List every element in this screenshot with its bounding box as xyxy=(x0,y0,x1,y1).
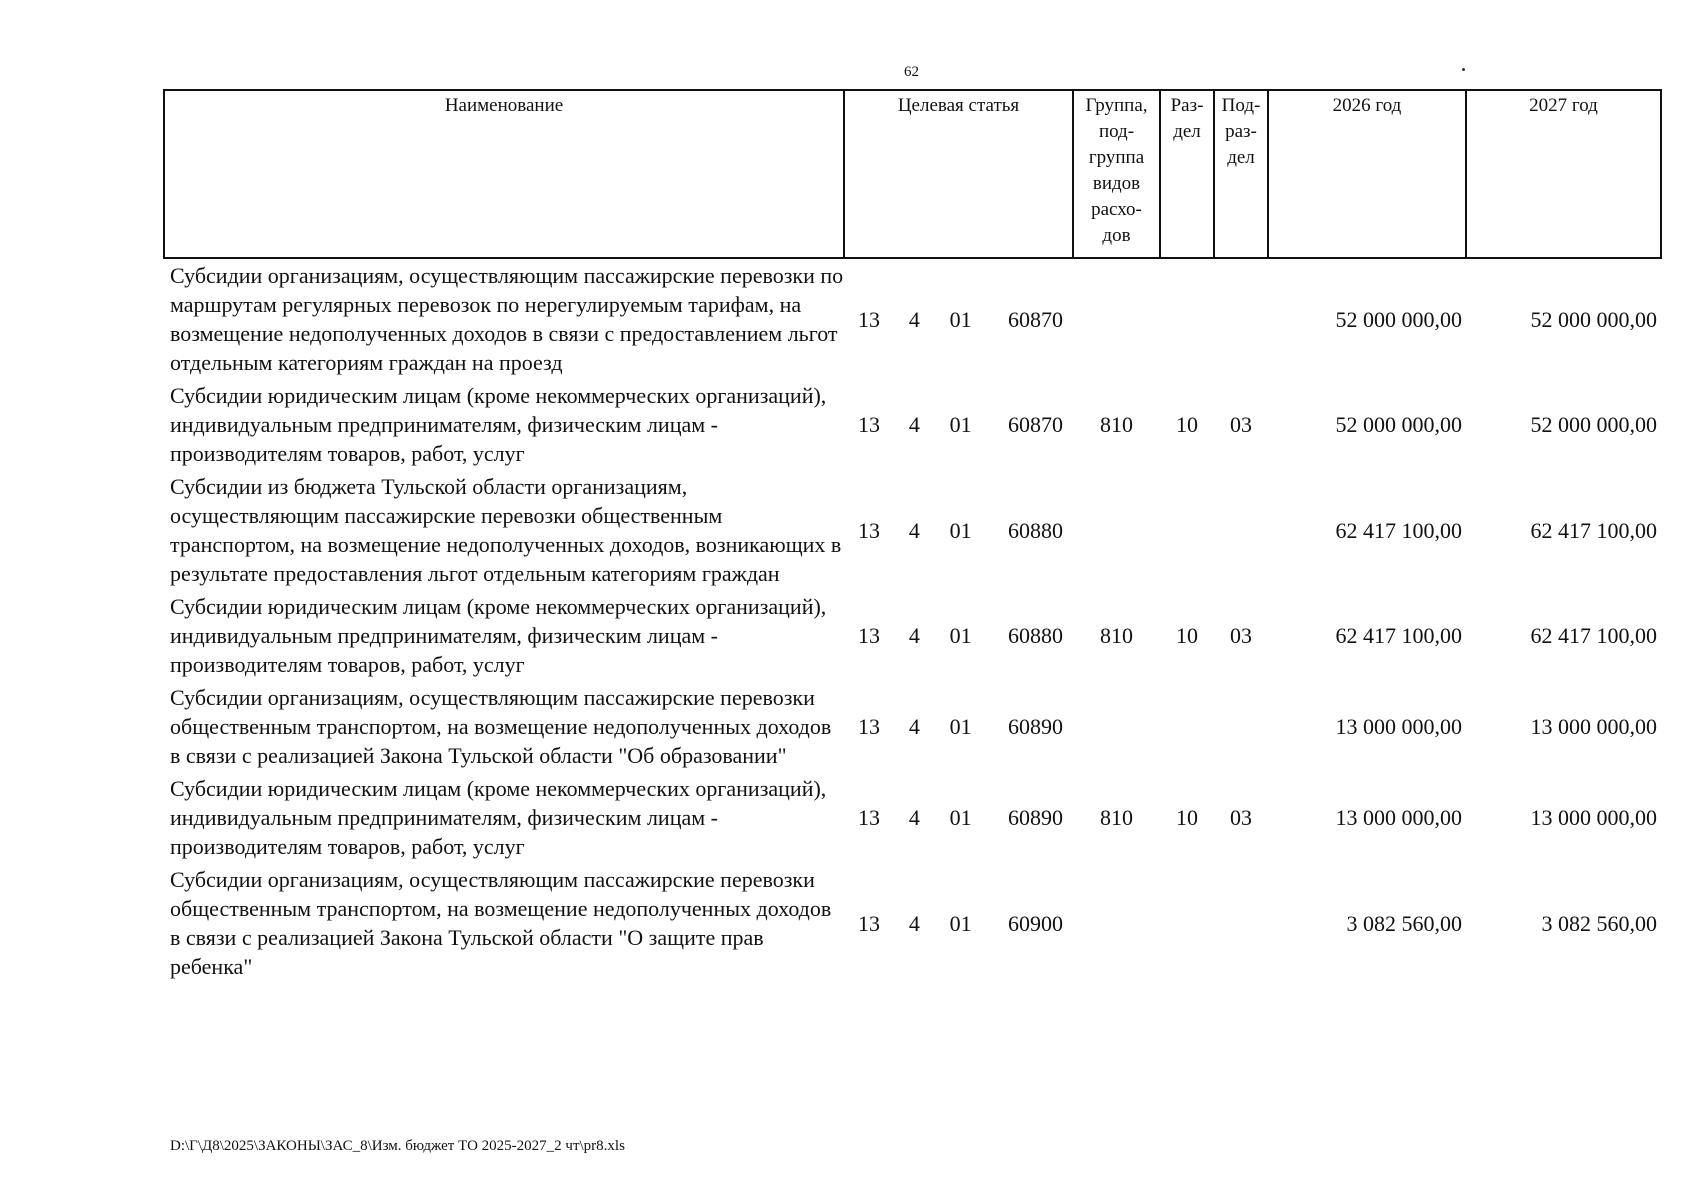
row-group: 810 xyxy=(1100,805,1133,830)
row-name: Субсидии организациям, осуществляющим пассажирские перевозки общественным транспортом, на возмещение недополученных доходов в связи с реализацией Закона Тульской области "Об образовании" xyxy=(170,685,832,768)
row-name: Субсидии юридическим лицам (кроме некоммерческих организаций), индивидуальным предпринимателям, физическим лицам - производителям товаров, работ, услуг xyxy=(170,383,827,466)
table-row xyxy=(164,379,1661,470)
header-subsection: Под- раз- дел xyxy=(1214,90,1268,258)
row-amount-2027: 13 000 000,00 xyxy=(1530,805,1657,830)
row-group xyxy=(1073,681,1160,772)
code-part-4: 60870 xyxy=(1007,306,1063,332)
code-part-3: 01 xyxy=(949,910,972,936)
code-part-2: 4 xyxy=(908,714,920,739)
row-amount-2026: 3 082 560,00 xyxy=(1346,910,1462,936)
header-year-2027: 2027 год xyxy=(1466,90,1661,258)
row-subsection: 03 xyxy=(1230,623,1252,648)
row-target-code xyxy=(844,772,1073,863)
row-subsection xyxy=(1214,681,1268,772)
row-group xyxy=(1073,863,1160,983)
row-section: 10 xyxy=(1176,412,1198,437)
row-subsection: 03 xyxy=(1230,412,1252,437)
table-row xyxy=(164,258,1661,379)
row-name: Субсидии юридическим лицам (кроме некоммерческих организаций), индивидуальным предпринимателям, физическим лицам - производителям товаров, работ, услуг xyxy=(170,594,827,677)
code-part-1: 13 xyxy=(858,805,880,830)
code-part-1: 13 xyxy=(858,714,880,739)
row-section xyxy=(1160,470,1214,590)
row-name: Субсидии из бюджета Тульской области организациям, осуществляющим пассажирские перевозки общественным транспортом, на возмещение недополученных доходов, возникающих в результате предоставления льгот отдельным категориям граждан xyxy=(170,474,842,586)
footer-file-path: D:\Г\Д8\2025\ЗАКОНЫ\ЗАС_8\Изм. бюджет ТО 2025-2027_2 чт\pr8.xls xyxy=(170,1138,625,1154)
row-target-code xyxy=(844,681,1073,772)
table-row xyxy=(164,590,1661,681)
code-part-3: 01 xyxy=(949,623,972,648)
row-amount-2026: 52 000 000,00 xyxy=(1335,306,1462,332)
row-name: Субсидии организациям, осуществляющим пассажирские перевозки общественным транспортом, на возмещение недополученных доходов в связи с реализацией Закона Тульской области "О защите прав ребенка" xyxy=(170,867,832,979)
row-subsection xyxy=(1214,258,1268,379)
code-part-4: 60900 xyxy=(1007,910,1063,936)
scan-dot xyxy=(1462,68,1465,71)
code-part-4: 60890 xyxy=(1007,714,1063,739)
code-part-1: 13 xyxy=(858,517,880,543)
budget-table xyxy=(163,89,1662,983)
code-part-2: 4 xyxy=(908,805,920,830)
page-number: 62 xyxy=(904,64,919,80)
row-amount-2026: 62 417 100,00 xyxy=(1335,517,1462,543)
row-amount-2027: 52 000 000,00 xyxy=(1530,412,1657,437)
table-row xyxy=(164,681,1661,772)
row-section: 10 xyxy=(1176,623,1198,648)
code-part-2: 4 xyxy=(908,306,920,332)
code-part-2: 4 xyxy=(908,517,920,543)
header-name: Наименование xyxy=(164,90,844,258)
table-row xyxy=(164,470,1661,590)
row-amount-2027: 13 000 000,00 xyxy=(1530,714,1657,739)
code-part-1: 13 xyxy=(858,412,880,437)
row-target-code xyxy=(844,470,1073,590)
code-part-1: 13 xyxy=(858,910,880,936)
code-part-3: 01 xyxy=(949,805,972,830)
row-group: 810 xyxy=(1100,412,1133,437)
row-amount-2027: 62 417 100,00 xyxy=(1530,517,1657,543)
table-row xyxy=(164,863,1661,983)
row-target-code xyxy=(844,258,1073,379)
code-part-4: 60880 xyxy=(1007,623,1063,648)
row-target-code xyxy=(844,379,1073,470)
row-name: Субсидии юридическим лицам (кроме некоммерческих организаций), индивидуальным предпринимателям, физическим лицам - производителям товаров, работ, услуг xyxy=(170,776,827,859)
row-amount-2027: 3 082 560,00 xyxy=(1541,910,1657,936)
code-part-4: 60890 xyxy=(1007,805,1063,830)
code-part-3: 01 xyxy=(949,412,972,437)
row-amount-2026: 13 000 000,00 xyxy=(1335,805,1462,830)
row-target-code xyxy=(844,863,1073,983)
row-amount-2026: 62 417 100,00 xyxy=(1335,623,1462,648)
table-header-row xyxy=(164,90,1661,258)
header-section: Раз- дел xyxy=(1160,90,1214,258)
code-part-3: 01 xyxy=(949,517,972,543)
row-amount-2027: 62 417 100,00 xyxy=(1530,623,1657,648)
row-name: Субсидии организациям, осуществляющим пассажирские перевозки по маршрутам регулярных перевозок по нерегулируемым тарифам, на возмещение недополученных доходов в связи с предоставлением льгот отдельным категориям граждан на проезд xyxy=(170,263,844,375)
code-part-3: 01 xyxy=(949,306,972,332)
row-group: 810 xyxy=(1100,623,1133,648)
row-amount-2027: 52 000 000,00 xyxy=(1530,306,1657,332)
row-amount-2026: 52 000 000,00 xyxy=(1335,412,1462,437)
row-section xyxy=(1160,258,1214,379)
header-target: Целевая статья xyxy=(844,90,1073,258)
row-subsection: 03 xyxy=(1230,805,1252,830)
row-section: 10 xyxy=(1176,805,1198,830)
row-subsection xyxy=(1214,470,1268,590)
code-part-3: 01 xyxy=(949,714,972,739)
row-group xyxy=(1073,470,1160,590)
budget-table-sheet xyxy=(163,89,1660,983)
row-target-code xyxy=(844,590,1073,681)
row-section xyxy=(1160,863,1214,983)
code-part-4: 60880 xyxy=(1007,517,1063,543)
code-part-2: 4 xyxy=(908,910,920,936)
table-row xyxy=(164,772,1661,863)
code-part-2: 4 xyxy=(908,412,920,437)
code-part-4: 60870 xyxy=(1007,412,1063,437)
row-subsection xyxy=(1214,863,1268,983)
code-part-1: 13 xyxy=(858,306,880,332)
row-group xyxy=(1073,258,1160,379)
header-group: Группа, под- группа видов расхо- дов xyxy=(1073,90,1160,258)
row-amount-2026: 13 000 000,00 xyxy=(1335,714,1462,739)
code-part-2: 4 xyxy=(908,623,920,648)
row-section xyxy=(1160,681,1214,772)
code-part-1: 13 xyxy=(858,623,880,648)
header-year-2026: 2026 год xyxy=(1268,90,1466,258)
